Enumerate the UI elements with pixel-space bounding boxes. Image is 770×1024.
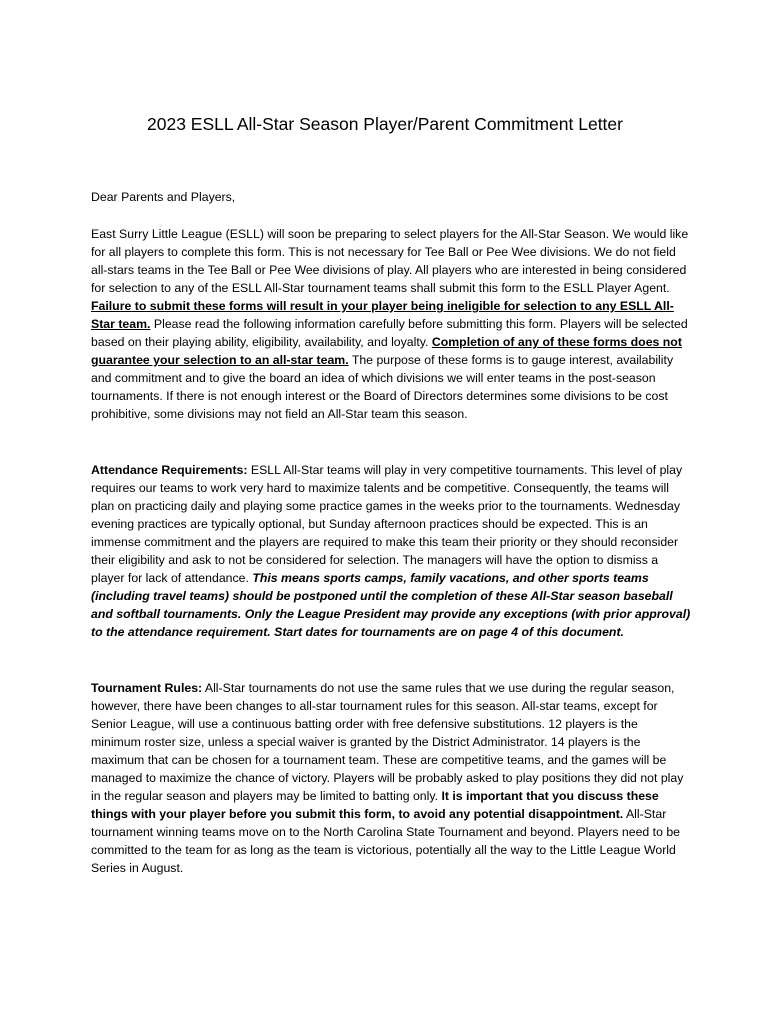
attendance-text: ESLL All-Star teams will play in very competitive tournaments. This level of play requires our teams to work very hard to maximize talents and be competitive. Consequently, the teams will plan on practicing daily and playing some practice games in the weeks prior to the tournaments. Wednesday evening practices are typically optional, but Sunday afternoon practices should be expected. This is an immense commitment and the players are required to make this team their priority or they should reconsider their eligibility and ask to not be considered for selection. The managers will have the option to dismiss a player for lack of attendance. bbox=[91, 463, 683, 585]
greeting: Dear Parents and Players, bbox=[91, 190, 236, 204]
page-title: 2023 ESLL All-Star Season Player/Parent Commitment Letter bbox=[147, 114, 623, 134]
attendance-heading: Attendance Requirements: bbox=[91, 463, 248, 477]
tournament-paragraph bbox=[91, 679, 691, 877]
tournament-text-2: All-Star tournament winning teams move on to the North Carolina State Tournament and beyond. Players need to be committed to the team for as long as the team is victorious, potentially all the way to the Little League World Series in August. bbox=[91, 807, 681, 875]
tournament-text-1: All-Star tournaments do not use the same rules that we use during the regular season, however, there have been changes to all-star tournament rules for this season. All-star teams, except for Senior League, will use a continuous batting order with free defensive substitutions. 12 players is the minimum roster size, unless a special waiver is granted by the District Administrator. 14 players is the maximum that can be chosen for a tournament team. These are competitive teams, and the games will be managed to maximize the chance of victory. Players will be probably asked to play positions they did not play in the regular season and players may be limited to batting only. bbox=[91, 681, 684, 803]
intro-text-1: East Surry Little League (ESLL) will soon be preparing to select players for the All-Star Season. We would like for all players to complete this form. This is not necessary for Tee Ball or Pee Wee divisions. We do not field all-stars teams in the Tee Ball or Pee Wee divisions of play. All players who are interested in being considered for selection to any of the ESLL All-Star tournament teams shall submit this form to the ESLL Player Agent. bbox=[91, 227, 689, 295]
intro-warning-ineligible: Failure to submit these forms will result in your player being ineligible for selection to any ESLL All-Star team. bbox=[91, 299, 674, 331]
tournament-emphasis: It is important that you discuss these things with your player before you submit this form, to avoid any potential disappointment. bbox=[91, 789, 659, 821]
intro-text-3: The purpose of these forms is to gauge interest, availability and commitment and to give the board an idea of which divisions we will enter teams in the post-season tournaments. If there is not enough interest or the Board of Directors determines some divisions to be cost prohibitive, some divisions may not field an All-Star team this season. bbox=[91, 353, 674, 421]
intro-warning-no-guarantee: Completion of any of these forms does not guarantee your selection to an all-star team. bbox=[91, 335, 682, 367]
intro-text-2: Please read the following information carefully before submitting this form. Players will be selected based on their playing ability, eligibility, availability, and loyalty. bbox=[91, 317, 688, 349]
attendance-paragraph bbox=[91, 461, 691, 641]
tournament-heading: Tournament Rules: bbox=[91, 681, 203, 695]
attendance-emphasis: This means sports camps, family vacations, and other sports teams (including travel teams) should be postponed until the completion of these All-Star season baseball and softball tournaments. Only the League President may provide any exceptions (with prior approval) to the attendance requirement. Start dates for tournaments are on page 4 of this document. bbox=[91, 571, 691, 639]
intro-paragraph bbox=[91, 225, 691, 423]
